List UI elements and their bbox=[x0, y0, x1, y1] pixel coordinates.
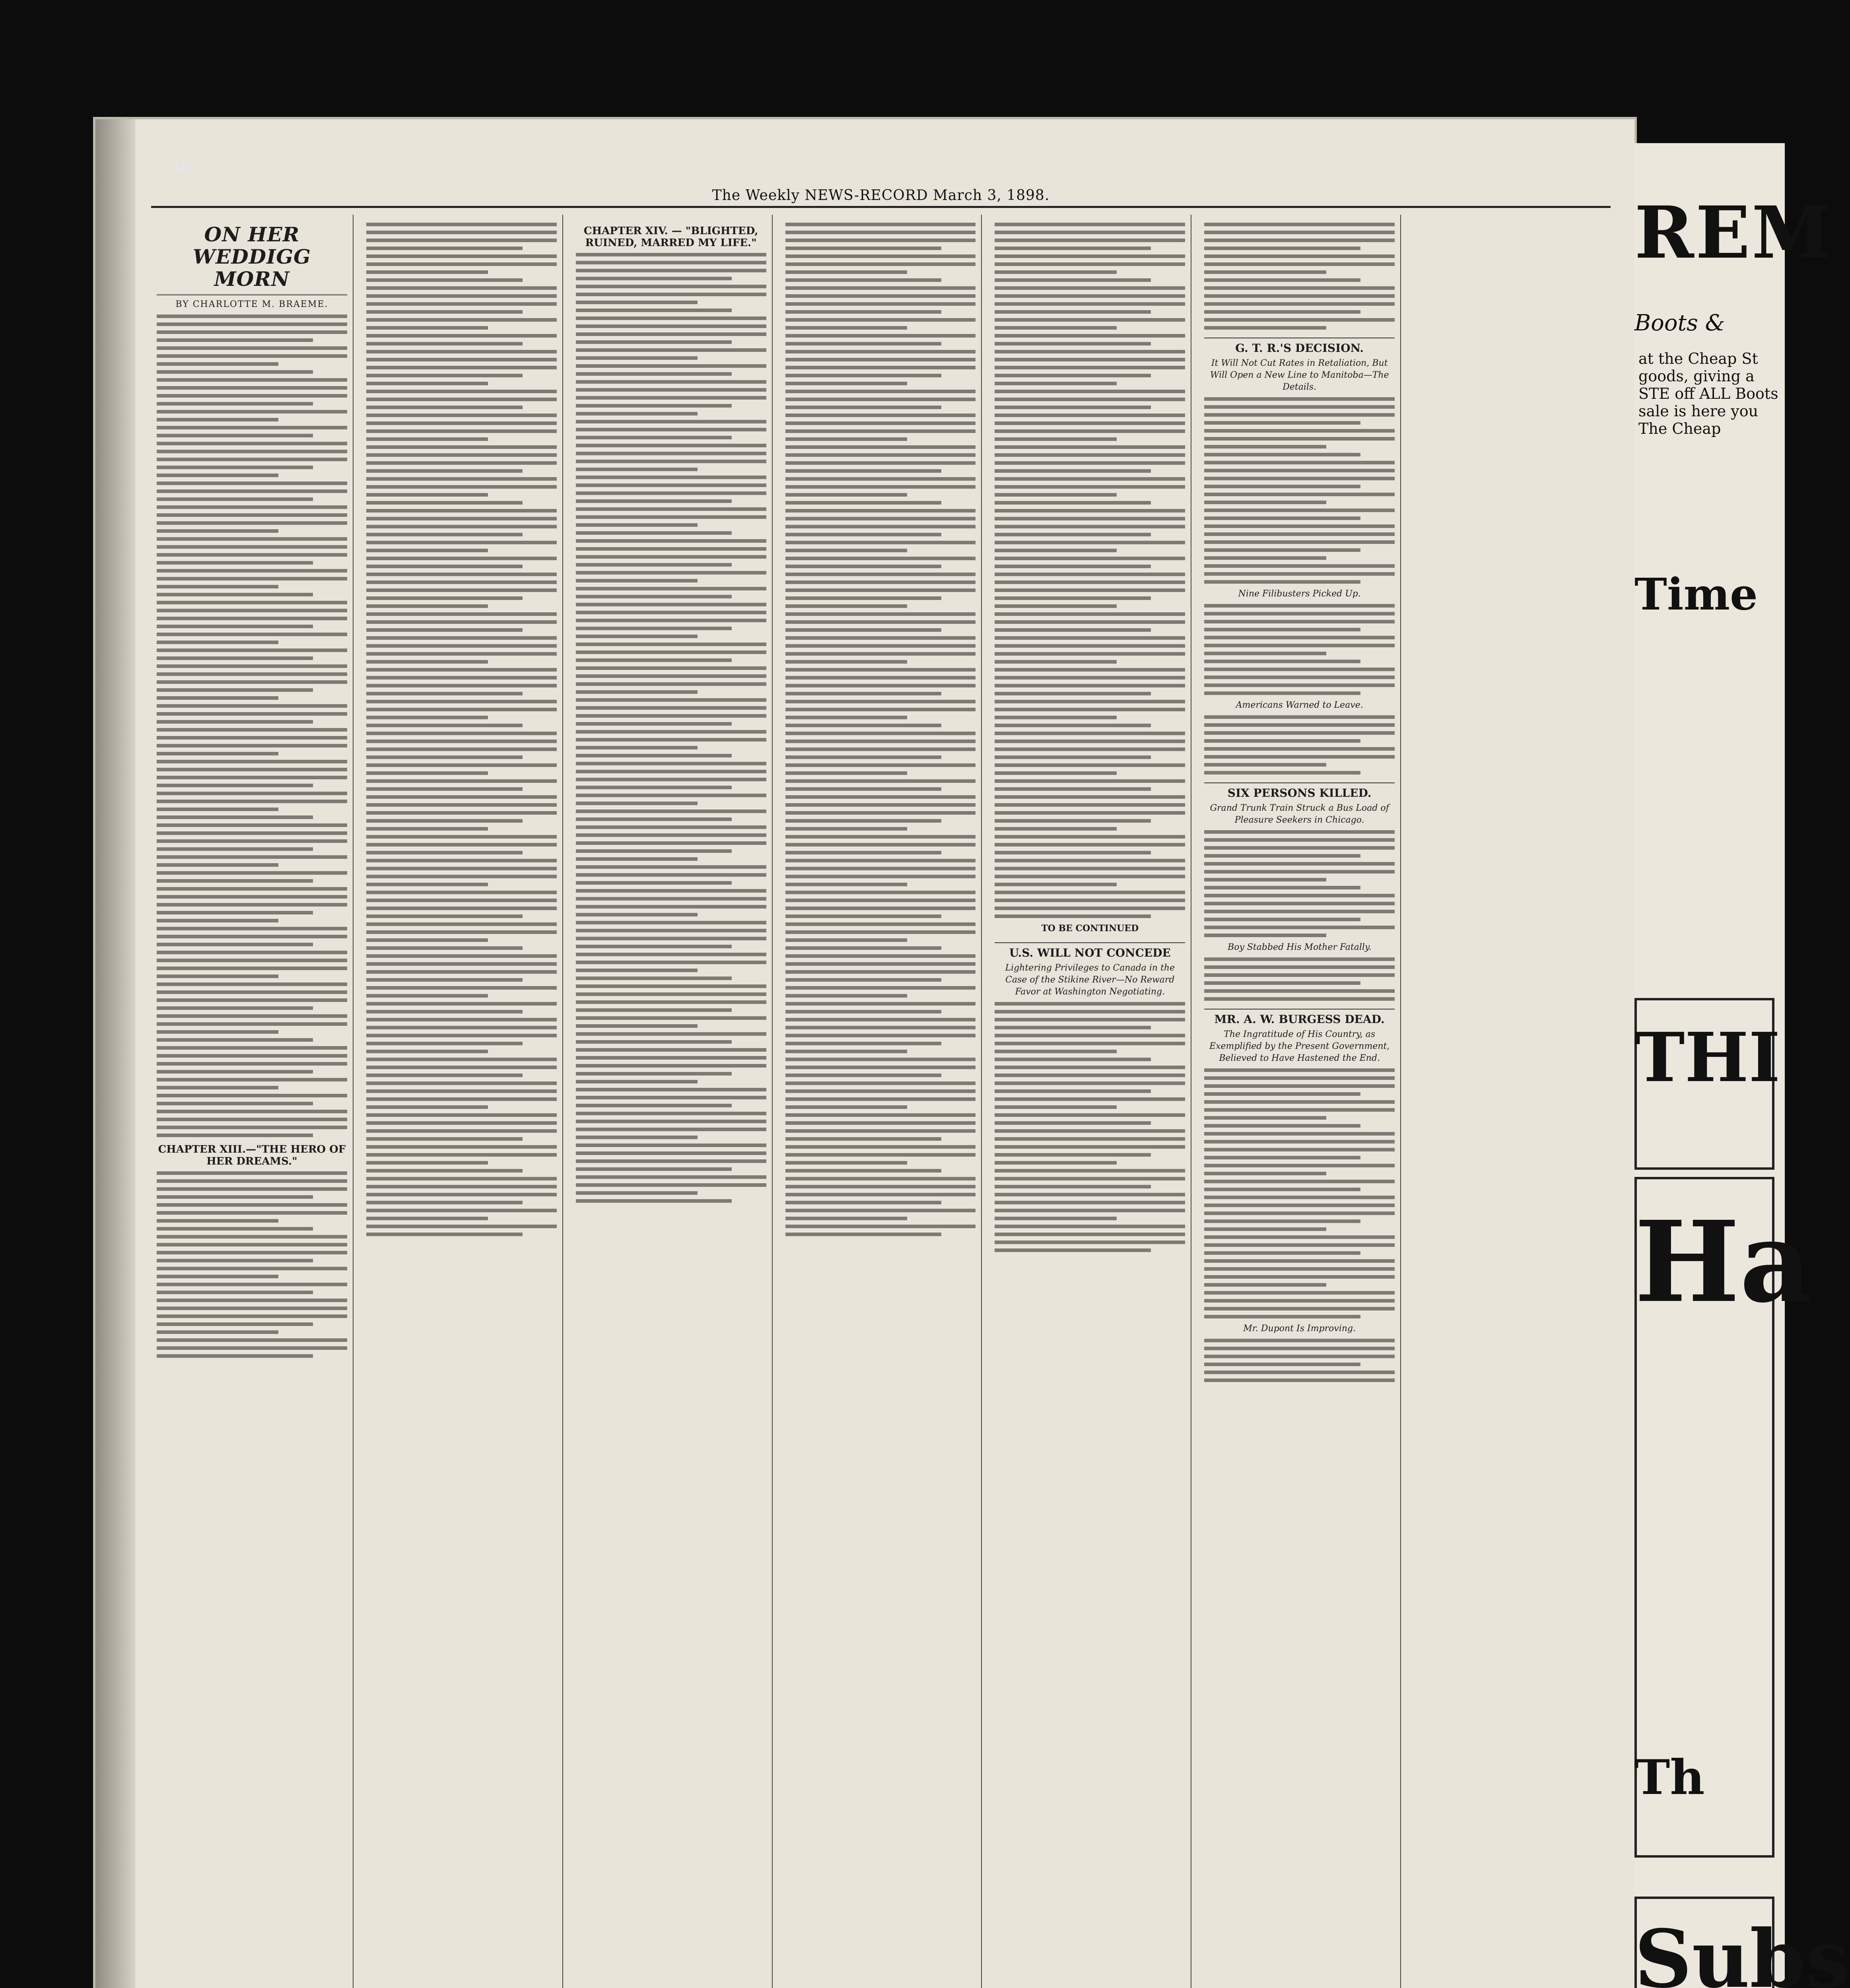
six-killed-heading: SIX PERSONS KILLED. bbox=[1204, 782, 1395, 799]
body-text bbox=[1204, 715, 1395, 775]
body-text bbox=[157, 1171, 347, 1358]
body-text bbox=[1204, 223, 1395, 330]
ad-cheap-store: at the Cheap St goods, giving a STE off ALL Boots sale is here you The Cheap bbox=[1638, 350, 1778, 437]
boy-stabbed-heading: Boy Stabbed His Mother Fatally. bbox=[1228, 942, 1372, 952]
byline: BY CHARLOTTE M. BRAEME. bbox=[175, 299, 328, 309]
us-will-not-concede-subhead: Lightering Privileges to Canada in the Case of the Stikine River—No Reward Favor at Washington Negotiating. bbox=[1005, 963, 1175, 997]
ad-th: Th bbox=[1634, 1749, 1705, 1806]
gtr-decision-heading: G. T. R.'S DECISION. bbox=[1204, 338, 1395, 354]
story-title: ON HER WEDDIGG MORN bbox=[157, 223, 347, 295]
body-text bbox=[1204, 604, 1395, 695]
to-be-continued: TO BE CONTINUED bbox=[1041, 923, 1139, 934]
gtr-decision-subhead: It Will Not Cut Rates in Retaliation, But Will Open a New Line to Manitoba—The Details. bbox=[1210, 358, 1389, 392]
body-text bbox=[366, 223, 557, 1236]
adjacent-page bbox=[1634, 143, 1850, 1988]
us-will-not-concede-heading: U.S. WILL NOT CONCEDE bbox=[995, 942, 1185, 959]
filibusters-heading: Nine Filibusters Picked Up. bbox=[1238, 589, 1361, 599]
column-4 bbox=[780, 215, 982, 1988]
dupont-improving-heading: Mr. Dupont Is Improving. bbox=[1243, 1324, 1356, 1334]
body-text bbox=[1204, 397, 1395, 584]
ad-subs: Subs bbox=[1634, 1912, 1850, 1988]
ad-thi: THI bbox=[1634, 1018, 1780, 1097]
ad-time: Time bbox=[1634, 569, 1758, 620]
ad-rem: REM bbox=[1634, 191, 1833, 275]
body-text bbox=[785, 223, 976, 1236]
body-text bbox=[1204, 957, 1395, 1001]
page-header bbox=[151, 187, 1611, 208]
americans-warned-heading: Americans Warned to Leave. bbox=[1236, 700, 1363, 710]
body-text bbox=[1204, 1339, 1395, 1382]
column-5 bbox=[989, 215, 1191, 1988]
body-text bbox=[1204, 1068, 1395, 1318]
scan-mark: -36 bbox=[163, 159, 192, 178]
newspaper-page bbox=[95, 119, 1634, 1988]
body-text bbox=[995, 223, 1185, 918]
body-text bbox=[576, 253, 766, 1203]
ad-boots: Boots & bbox=[1634, 310, 1725, 336]
column-grid bbox=[151, 215, 1611, 1988]
six-killed-subhead: Grand Trunk Train Struck a Bus Load of Pleasure Seekers in Chicago. bbox=[1210, 803, 1389, 825]
chapter-13-heading: CHAPTER XIII.—"THE HERO OF HER DREAMS." bbox=[158, 1143, 346, 1167]
masthead: The Weekly NEWS-RECORD March 3, 1898. bbox=[712, 187, 1050, 204]
body-text bbox=[1204, 830, 1395, 937]
chapter-14-heading: CHAPTER XIV. — "BLIGHTED, RUINED, MARRED MY LIFE." bbox=[583, 225, 758, 249]
burgess-dead-subhead: The Ingratitude of His Country, as Exemplified by the Present Government, Believed to Have Hastened the End. bbox=[1209, 1029, 1390, 1063]
column-3 bbox=[570, 215, 773, 1988]
column-1 bbox=[151, 215, 354, 1988]
ad-ha: Ha bbox=[1634, 1197, 1812, 1328]
column-2 bbox=[361, 215, 563, 1988]
body-text bbox=[157, 315, 347, 1137]
column-6 bbox=[1199, 215, 1401, 1988]
body-text bbox=[995, 1002, 1185, 1252]
burgess-dead-heading: MR. A. W. BURGESS DEAD. bbox=[1204, 1009, 1395, 1025]
